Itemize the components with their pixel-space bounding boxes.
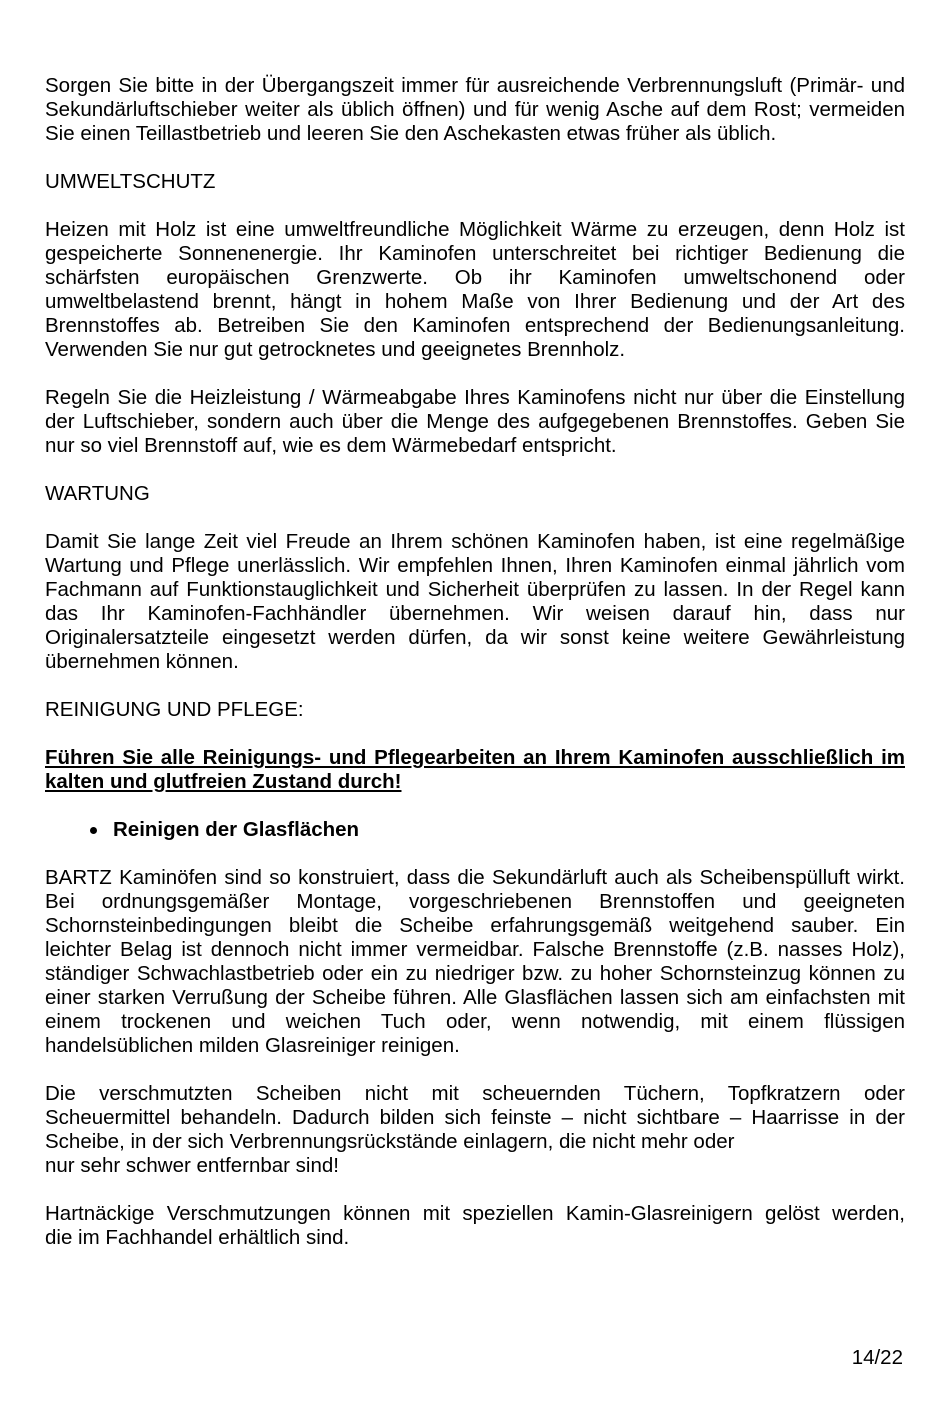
text-line: einem trockenen und weichen Tuch oder, wenn notwendig, mit einem flüssigen <box>45 1010 905 1033</box>
text-line: Damit Sie lange Zeit viel Freude an Ihrem schönen Kaminofen haben, ist eine regelmäßige <box>45 530 905 553</box>
safety-warning <box>45 746 905 794</box>
text-line: handelsüblichen milden Glasreiniger reinigen. <box>45 1034 460 1057</box>
intro-paragraph <box>45 74 905 146</box>
warning-line: kalten und glutfreien Zustand durch! <box>45 770 402 793</box>
text-line: Schornsteinbedingungen bleibt die Scheibe erfahrungsgemäß weitgehend sauber. Ein <box>45 914 905 937</box>
text-line: Sorgen Sie bitte in der Übergangszeit immer für ausreichende Verbrennungsluft (Primär- und <box>45 74 905 97</box>
bullet-icon <box>90 827 97 834</box>
text-line: Scheuermittel behandeln. Dadurch bilden sich feinste – nicht sichtbare – Haarrisse in der <box>45 1106 905 1129</box>
text-line: Verwenden Sie nur gut getrocknetes und geeignetes Brennholz. <box>45 338 626 361</box>
text-line: schärfsten europäischen Grenzwerte. Ob ihr Kaminofen umweltschonend oder <box>45 266 905 289</box>
reinigung-paragraph-3 <box>45 1202 905 1250</box>
text-line: Fachmann auf Funktionstauglichkeit und Sicherheit überprüfen zu lassen. In der Regel kann <box>45 578 905 601</box>
section-heading-wartung: WARTUNG <box>45 482 150 505</box>
text-line: übernehmen können. <box>45 650 239 673</box>
section-heading-reinigung: REINIGUNG UND PFLEGE: <box>45 698 304 721</box>
text-line: Scheibe, in der sich Verbrennungsrückstände einlagern, die nicht mehr oder <box>45 1130 735 1153</box>
reinigung-paragraph-1 <box>45 866 905 1058</box>
section-heading-umweltschutz: UMWELTSCHUTZ <box>45 170 216 193</box>
text-line: umweltbelastend brennt, hängt in hohem Maße von Ihrer Bedienung und der Art des <box>45 290 905 313</box>
umweltschutz-paragraph-2 <box>45 386 905 458</box>
umweltschutz-paragraph-1 <box>45 218 905 362</box>
page-number: 14/22 <box>851 1346 903 1369</box>
text-line: Hartnäckige Verschmutzungen können mit speziellen Kamin-Glasreinigern gelöst werden, <box>45 1202 905 1225</box>
text-line: die im Fachhandel erhältlich sind. <box>45 1226 350 1249</box>
bullet-label: Reinigen der Glasflächen <box>113 818 360 841</box>
reinigung-paragraph-2 <box>45 1082 905 1178</box>
wartung-paragraph <box>45 530 905 674</box>
page-content <box>45 74 905 1274</box>
text-line: nur sehr schwer entfernbar sind! <box>45 1154 339 1177</box>
text-line: ständiger Schwachlastbetrieb oder ein zu niedriger bzw. zu hoher Schornsteinzug können zu <box>45 962 905 985</box>
text-line: nur so viel Brennstoff auf, wie es dem Wärmebedarf entspricht. <box>45 434 617 457</box>
text-line: Sekundärluftschieber weiter als üblich öffnen) und für wenig Asche auf dem Rost; vermeiden <box>45 98 905 121</box>
text-line: einer starken Verrußung der Scheibe führen. Alle Glasflächen lassen sich am einfachsten mit <box>45 986 905 1009</box>
warning-line: Führen Sie alle Reinigungs- und Pflegearbeiten an Ihrem Kaminofen ausschließlich im <box>45 746 905 769</box>
text-line: Die verschmutzten Scheiben nicht mit scheuernden Tüchern, Topfkratzern oder <box>45 1082 905 1105</box>
text-line: der Luftschieber, sondern auch über die Menge des aufgegebenen Brennstoffes. Geben Sie <box>45 410 905 433</box>
text-line: Wartung und Pflege unerlässlich. Wir empfehlen Ihnen, Ihren Kaminofen einmal jährlich vom <box>45 554 905 577</box>
text-line: BARTZ Kaminöfen sind so konstruiert, dass die Sekundärluft auch als Scheibenspülluft wirkt. <box>45 866 905 889</box>
text-line: Regeln Sie die Heizleistung / Wärmeabgabe Ihres Kaminofens nicht nur über die Einstellung <box>45 386 905 409</box>
text-line: Originalersatzteile eingesetzt werden dürfen, da wir sonst keine weitere Gewährleistung <box>45 626 905 649</box>
text-line: leichter Belag ist dennoch nicht immer vermeidbar. Falsche Brennstoffe (z.B. nasses Holz), <box>45 938 905 961</box>
bullet-item-glasflaechen <box>45 818 905 842</box>
text-line: Bei ordnungsgemäßer Montage, vorgeschriebenen Brennstoffen und geeigneten <box>45 890 905 913</box>
text-line: das Ihr Kaminofen-Fachhändler übernehmen. Wir weisen darauf hin, dass nur <box>45 602 905 625</box>
text-line: Heizen mit Holz ist eine umweltfreundliche Möglichkeit Wärme zu erzeugen, denn Holz ist <box>45 218 905 241</box>
text-line: Sie einen Teillastbetrieb und leeren Sie den Aschekasten etwas früher als üblich. <box>45 122 777 145</box>
text-line: gespeicherte Sonnenenergie. Ihr Kaminofen unterschreitet bei richtiger Bedienung die <box>45 242 905 265</box>
text-line: Brennstoffes ab. Betreiben Sie den Kaminofen entsprechend der Bedienungsanleitung. <box>45 314 905 337</box>
